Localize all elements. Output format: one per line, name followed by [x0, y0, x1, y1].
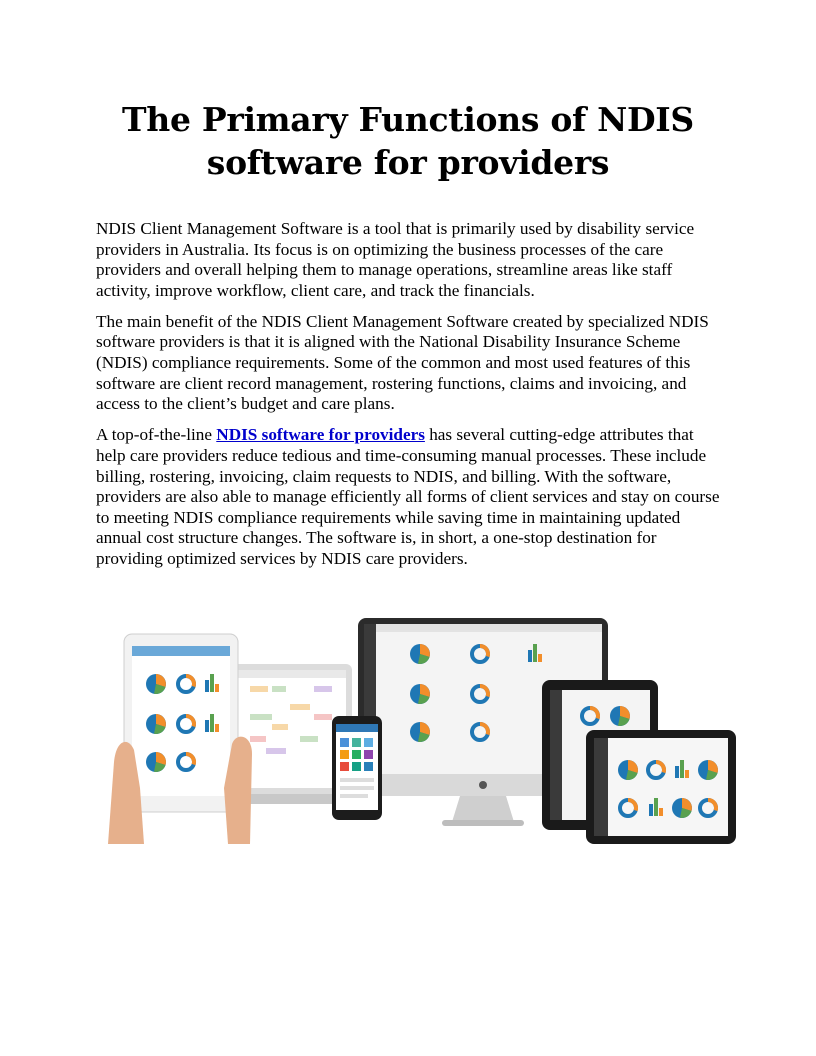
paragraph-3: [96, 425, 724, 569]
paragraph-2: The main benefit of the NDIS Client Management Software created by specialized NDIS software providers is that it is aligned with the National Disability Insurance Scheme (NDIS) compliance requirements. Some of the common and most used features of this software are client record management, rostering functions, claims and invoicing, and access to the client’s budget and care plans.: [96, 311, 709, 414]
handheld-tablet: [108, 634, 252, 844]
tablet-landscape: [586, 730, 736, 844]
ndis-software-link[interactable]: NDIS software for providers: [216, 425, 425, 445]
page-title: [96, 98, 720, 184]
smartphone: [332, 716, 382, 820]
paragraph-3-rest: has several cutting-edge attributes that help care providers reduce tedious and time-consuming manual processes. These include billing, rostering, invoicing, claim requests to NDIS, and billing. With the software, providers are also able to manage efficiently all forms of client services and stay on course to meeting NDIS compliance requirements while saving time in maintaining updated annual cost structure changes. The software is, in short, a one-stop destination for providing optimized services by NDIS care providers.: [96, 425, 720, 568]
paragraph-3-lead: A top-of-the-line: [96, 425, 217, 445]
devices-hero-image: [100, 612, 740, 848]
title-line-2: software for providers: [206, 143, 610, 182]
paragraph-1: NDIS Client Management Software is a tool that is primarily used by disability service providers in Australia. Its focus is on optimizing the business processes of the care providers and overall helping them to manage operations, streamline areas like staff activity, improve workflow, client care, and track the financials.: [96, 219, 695, 300]
title-line-1: The Primary Functions of NDIS: [122, 100, 694, 139]
article-body: [96, 219, 724, 580]
